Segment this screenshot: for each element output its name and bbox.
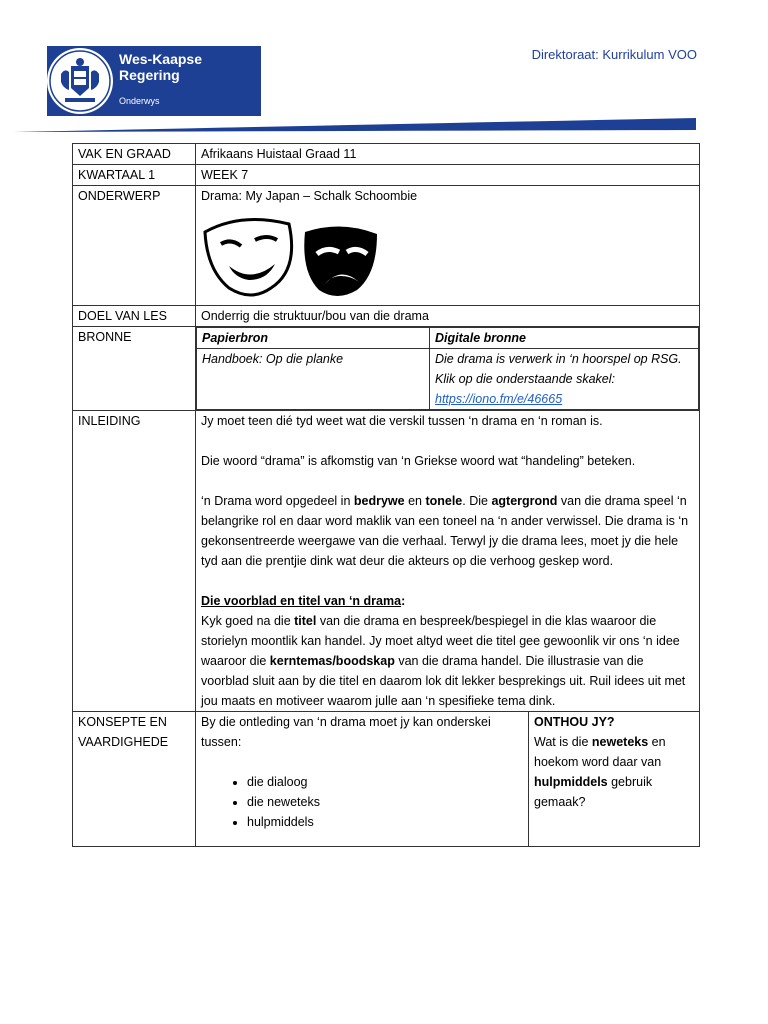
intro-paragraph-4: Kyk goed na die titel van die drama en bespreek/bespiegel in die klas waaroor die storielyn moontlik kan handel. Jy moet altyd weet die titel gee gewoonlik vir ons ‘n idee waaroor die kerntemas/boodskap van die drama handel. Die illustrasie van die voorblad sluit aan by die titel en daarom lok dit lekker besprekings uit. Ruil idees uit met jou maats en motiveer waarom julle aan ‘n spesifieke tema dink. <box>201 614 686 708</box>
introduction-cell <box>196 411 700 712</box>
concepts-cell <box>196 712 700 847</box>
row-label: KONSEPTE EN VAARDIGHEDE <box>73 712 196 847</box>
cover-title-heading: Die voorblad en titel van ‘n drama: <box>201 594 406 608</box>
table-row <box>73 306 700 327</box>
concepts-table <box>196 712 699 846</box>
list-item: • die neweteks <box>247 792 523 812</box>
resources-cell <box>196 327 700 411</box>
coat-of-arms-icon <box>47 48 113 114</box>
resources-table <box>196 327 699 410</box>
row-value: Afrikaans Huistaal Graad 11 <box>196 144 700 165</box>
lesson-table <box>72 143 700 847</box>
list-item: • hulpmiddels <box>247 812 523 832</box>
audio-drama-link[interactable]: https://iono.fm/e/46665 <box>435 392 563 406</box>
row-label: VAK EN GRAAD <box>73 144 196 165</box>
logo-line-2: Regering <box>119 67 180 83</box>
header-swoosh <box>0 114 768 136</box>
intro-paragraph-2: Die woord “drama” is afkomstig van ‘n Griekse woord wat “handeling” beteken. <box>201 454 636 468</box>
row-label: BRONNE <box>73 327 196 411</box>
concepts-intro: By die ontleding van ‘n drama moet jy kan onderskei tussen: <box>201 715 491 749</box>
drama-masks-icon <box>201 210 381 302</box>
row-label: KWARTAAL 1 <box>73 165 196 186</box>
reminder-box <box>529 712 700 846</box>
concepts-left <box>196 712 529 846</box>
intro-paragraph-3: ‘n Drama word opgedeel in bedrywe en tonele. Die agtergrond van die drama speel ‘n belangrike rol en daar word maklik van een toneel na ‘n ander verwissel. Die drama is ‘n gekonsentreerde weergawe van die verhaal. Terwyl jy die drama lees, moet jy die hele tyd aan die prentjie dink wat deur die akteurs op die verhoog geskep word. <box>201 494 689 568</box>
concepts-list <box>201 772 523 832</box>
logo-line-3: Onderwys <box>119 96 160 106</box>
paper-source-value: Handboek: Op die planke <box>197 349 430 410</box>
topic-cell <box>196 186 700 306</box>
row-label: DOEL VAN LES <box>73 306 196 327</box>
digital-source-text: Die drama is verwerk in ‘n hoorspel op RSG. Klik op die onderstaande skakel: <box>435 352 682 386</box>
row-value: Drama: My Japan – Schalk Schoombie <box>201 189 418 203</box>
row-label: ONDERWERP <box>73 186 196 306</box>
table-row <box>73 712 700 847</box>
row-value: Onderrig die struktuur/bou van die drama <box>196 306 700 327</box>
table-row <box>73 186 700 306</box>
table-row <box>73 144 700 165</box>
logo-line-1: Wes-Kaapse <box>119 51 203 67</box>
paper-source-heading: Papierbron <box>197 328 430 349</box>
reminder-heading: ONTHOU JY? <box>534 715 615 729</box>
directorate-title: Direktoraat: Kurrikulum VOO <box>531 47 697 62</box>
row-value: WEEK 7 <box>196 165 700 186</box>
table-row <box>73 327 700 411</box>
digital-source-heading: Digitale bronne <box>430 328 699 349</box>
reminder-text: Wat is die neweteks en hoekom word daar van hulpmiddels gebruik gemaak? <box>534 735 666 809</box>
list-item: • die dialoog <box>247 772 523 792</box>
logo-block <box>47 46 261 116</box>
digital-source-value <box>430 349 699 410</box>
table-row <box>73 165 700 186</box>
intro-paragraph-1: Jy moet teen dié tyd weet wat die verskil tussen ‘n drama en ‘n roman is. <box>201 414 603 428</box>
table-row <box>73 411 700 712</box>
row-label: INLEIDING <box>73 411 196 712</box>
